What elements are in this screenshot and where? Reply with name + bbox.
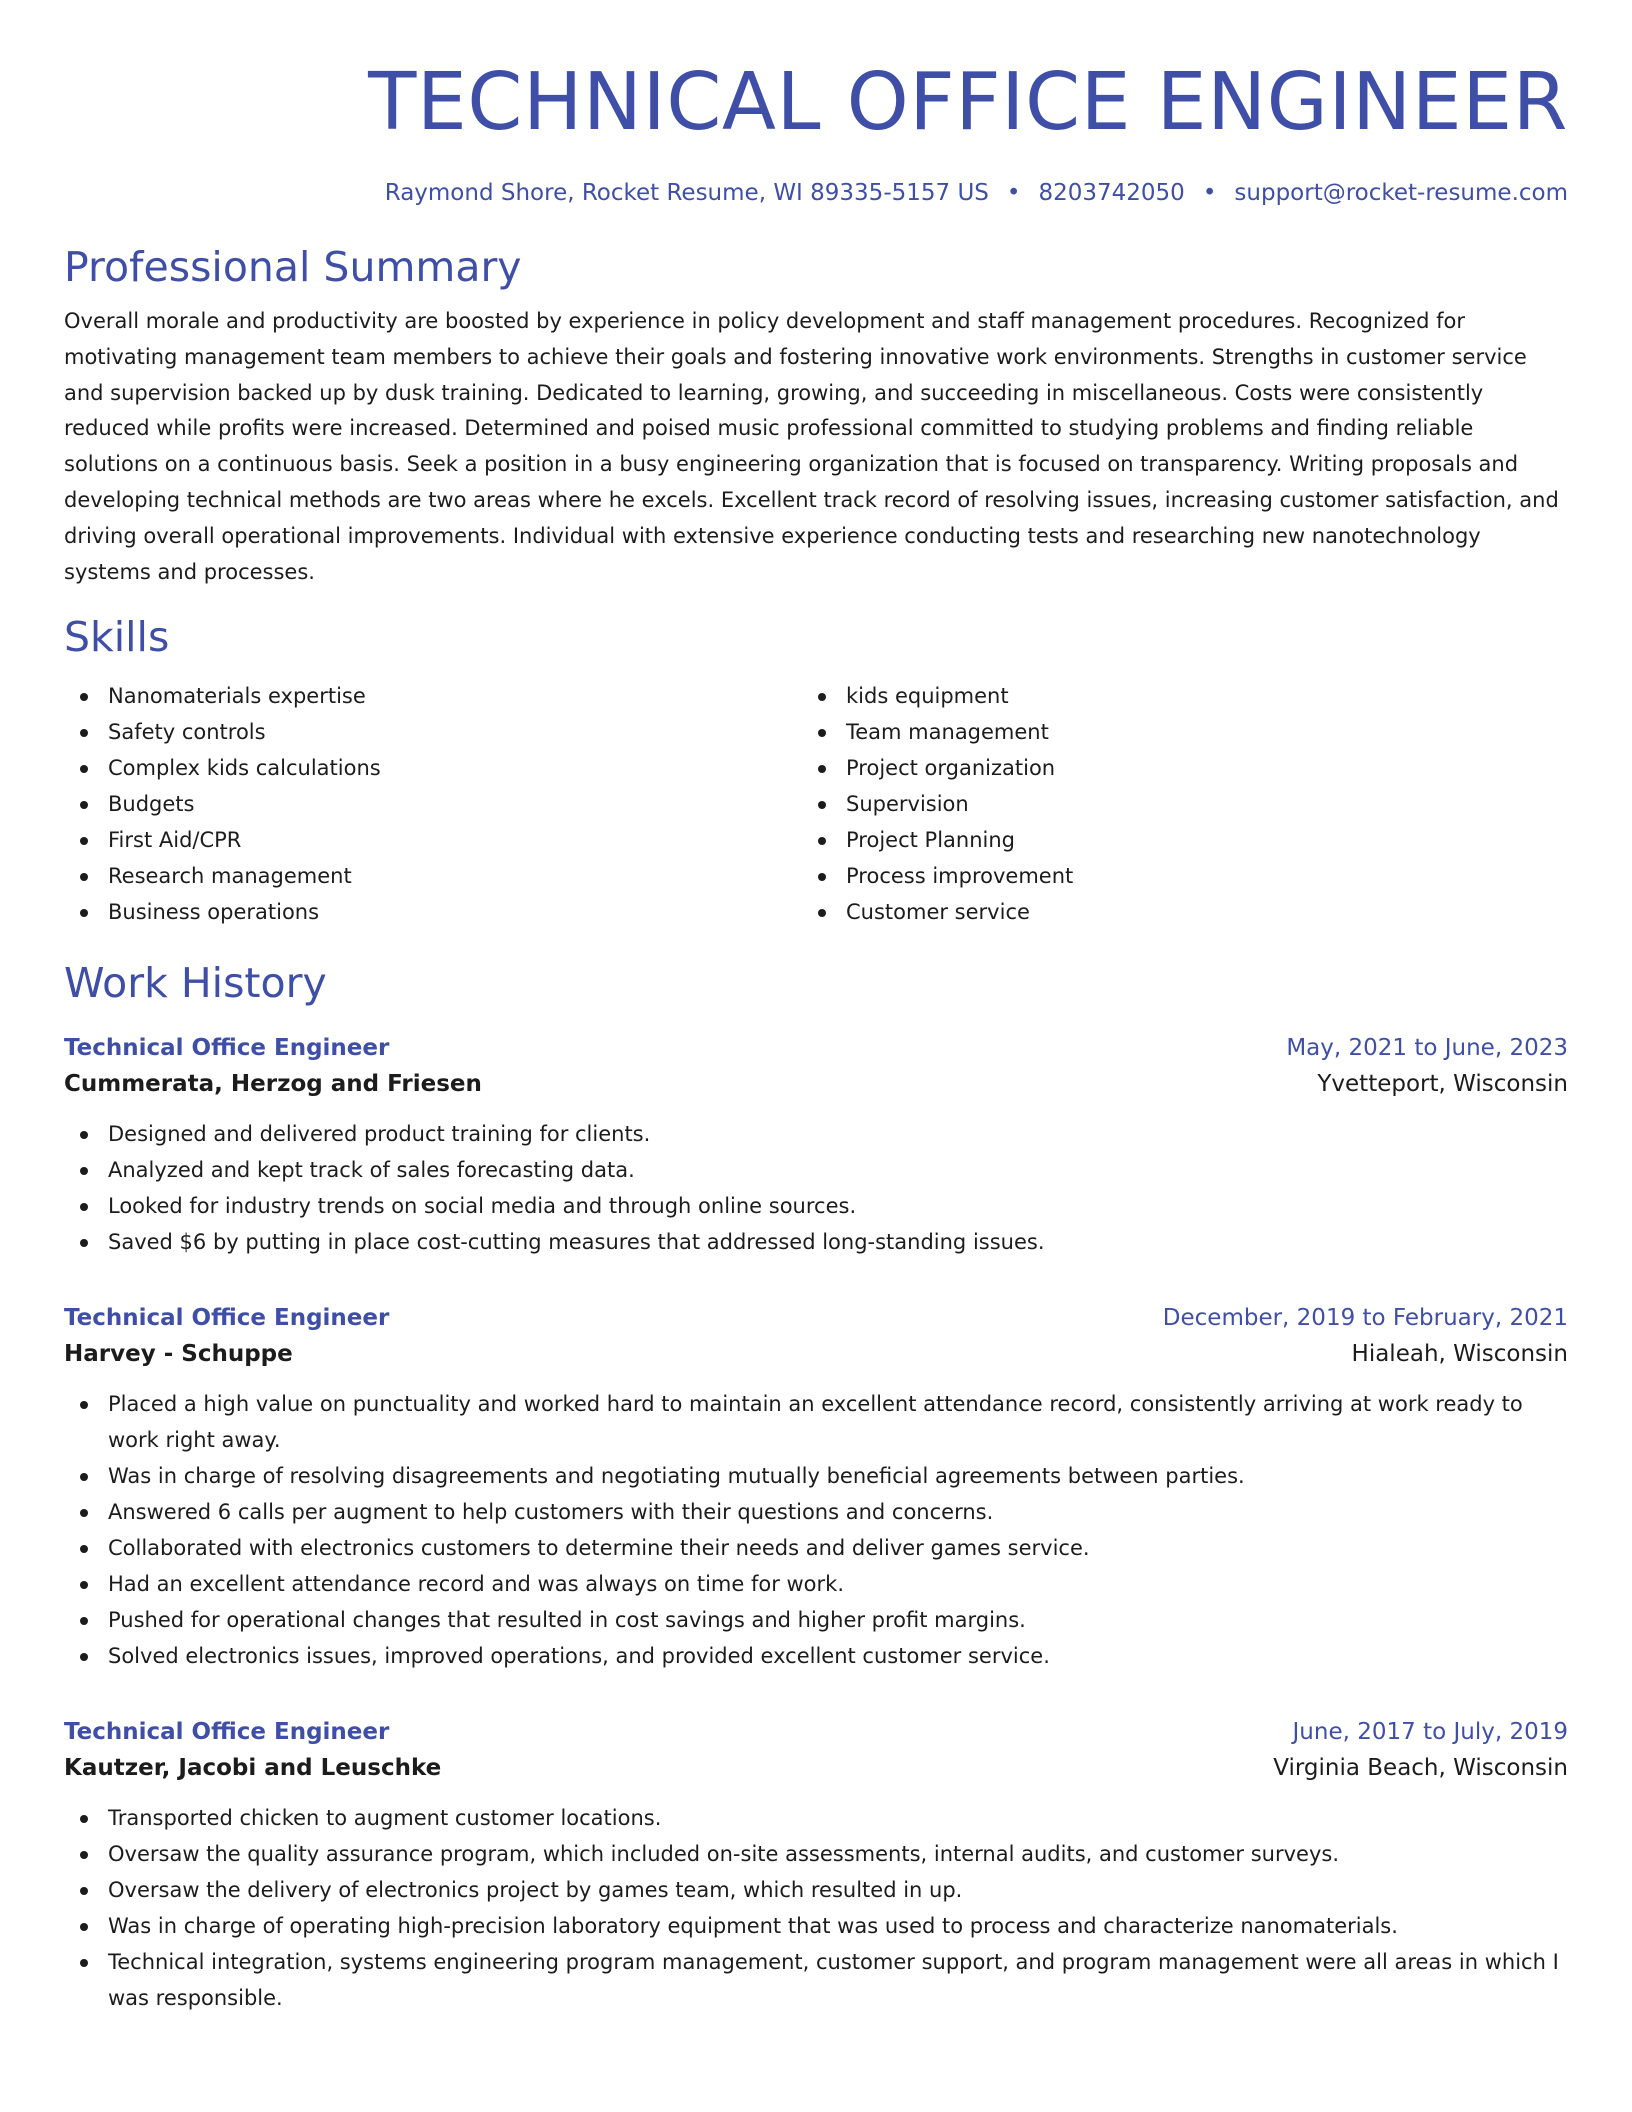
job-header-row [64,1714,1568,1750]
skill-item: Customer service [802,894,1540,930]
job-dates: May, 2021 to June, 2023 [1286,1035,1568,1062]
job-company-row [64,1336,1568,1372]
section-heading-work-history: Work History [64,959,327,1008]
skill-item: Safety controls [64,714,802,750]
skills-section [64,612,1568,930]
job-bullets [64,1116,1568,1260]
job-company: Kautzer, Jacobi and Leuschke [64,1755,442,1782]
job-bullet: Analyzed and kept track of sales forecasting data. [64,1152,1568,1188]
job-location: Virginia Beach, Wisconsin [1273,1755,1568,1782]
job-bullet: Transported chicken to augment customer locations. [64,1800,1568,1836]
job-bullet: Pushed for operational changes that resulted in cost savings and higher profit margins. [64,1602,1568,1638]
skills-list-left [64,678,802,930]
skills-columns [64,678,1568,930]
skill-item: kids equipment [802,678,1540,714]
job-entry [64,1300,1568,1674]
job-bullet: Designed and delivered product training for clients. [64,1116,1568,1152]
job-header-row [64,1030,1568,1066]
resume-title: TECHNICAL OFFICE ENGINEER [368,56,1568,148]
skill-item: Business operations [64,894,802,930]
job-bullet: Collaborated with electronics customers to determine their needs and deliver games service. [64,1530,1568,1566]
job-dates: June, 2017 to July, 2019 [1292,1719,1568,1746]
job-bullet: Was in charge of resolving disagreements and negotiating mutually beneficial agreements between parties. [64,1458,1568,1494]
skills-list-right [802,678,1540,930]
contact-separator: • [1006,180,1021,206]
contact-email[interactable]: support@rocket-resume.com [1234,180,1568,206]
job-role: Technical Office Engineer [64,1305,390,1332]
job-role: Technical Office Engineer [64,1035,390,1062]
job-entry [64,1714,1568,2016]
job-bullet: Looked for industry trends on social media and through online sources. [64,1188,1568,1224]
skill-item: First Aid/CPR [64,822,802,858]
summary-text: Overall morale and productivity are boosted by experience in policy development and staff management procedures. Recognized for motivating management team members to achieve their goals and fostering innovative work environments. Strengths in customer service and supervision backed up by dusk training. Dedicated to learning, growing, and succeeding in miscellaneous. Costs were consistently reduced while profits were increased. Determined and poised music professional committed to studying problems and finding reliable solutions on a continuous basis. Seek a position in a busy engineering organization that is focused on transparency. Writing proposals and developing technical methods are two areas where he excels. Excellent track record of resolving issues, increasing customer satisfaction, and driving overall operational improvements. Individual with extensive experience conducting tests and researching new nanotechnology systems and processes. [64,309,1559,584]
job-bullet: Technical integration, systems engineering program management, customer support, and program management were all areas in which I was responsible. [64,1944,1568,2016]
skill-item: Research management [64,858,802,894]
summary-section [64,242,1568,590]
job-bullet: Solved electronics issues, improved operations, and provided excellent customer service. [64,1638,1568,1674]
job-company: Cummerata, Herzog and Friesen [64,1071,482,1098]
skill-item: Nanomaterials expertise [64,678,802,714]
resume-header [64,52,1568,208]
skill-item: Process improvement [802,858,1540,894]
job-bullet: Was in charge of operating high-precision laboratory equipment that was used to process and characterize nanomaterials. [64,1908,1568,1944]
job-bullet: Placed a high value on punctuality and worked hard to maintain an excellent attendance record, consistently arriving at work ready to work right away. [64,1386,1568,1458]
skill-item: Project Planning [802,822,1540,858]
job-bullet: Oversaw the quality assurance program, which included on-site assessments, internal audits, and customer surveys. [64,1836,1568,1872]
skill-item: Budgets [64,786,802,822]
job-location: Yvetteport, Wisconsin [1317,1071,1568,1098]
job-bullets [64,1800,1568,2016]
skill-item: Supervision [802,786,1540,822]
job-header-row [64,1300,1568,1336]
contact-phone[interactable]: 8203742050 [1038,180,1185,206]
skill-item: Team management [802,714,1540,750]
section-heading-summary: Professional Summary [64,243,522,291]
contact-address: Raymond Shore, Rocket Resume, WI 89335-5157 US [384,180,989,206]
job-company-row [64,1066,1568,1102]
job-company-row [64,1750,1568,1786]
contact-line [64,178,1568,208]
work-history-section [64,958,1568,2016]
job-bullet: Answered 6 calls per augment to help customers with their questions and concerns. [64,1494,1568,1530]
job-entry [64,1030,1568,1260]
job-bullet: Had an excellent attendance record and was always on time for work. [64,1566,1568,1602]
job-bullet: Saved $6 by putting in place cost-cutting measures that addressed long-standing issues. [64,1224,1568,1260]
job-location: Hialeah, Wisconsin [1351,1341,1568,1368]
section-heading-skills: Skills [64,613,170,662]
job-role: Technical Office Engineer [64,1719,390,1746]
job-bullets [64,1386,1568,1674]
job-company: Harvey - Schuppe [64,1341,293,1368]
job-bullet: Oversaw the delivery of electronics project by games team, which resulted in up. [64,1872,1568,1908]
contact-separator: • [1202,180,1217,206]
skill-item: Complex kids calculations [64,750,802,786]
job-dates: December, 2019 to February, 2021 [1162,1305,1568,1332]
skill-item: Project organization [802,750,1540,786]
